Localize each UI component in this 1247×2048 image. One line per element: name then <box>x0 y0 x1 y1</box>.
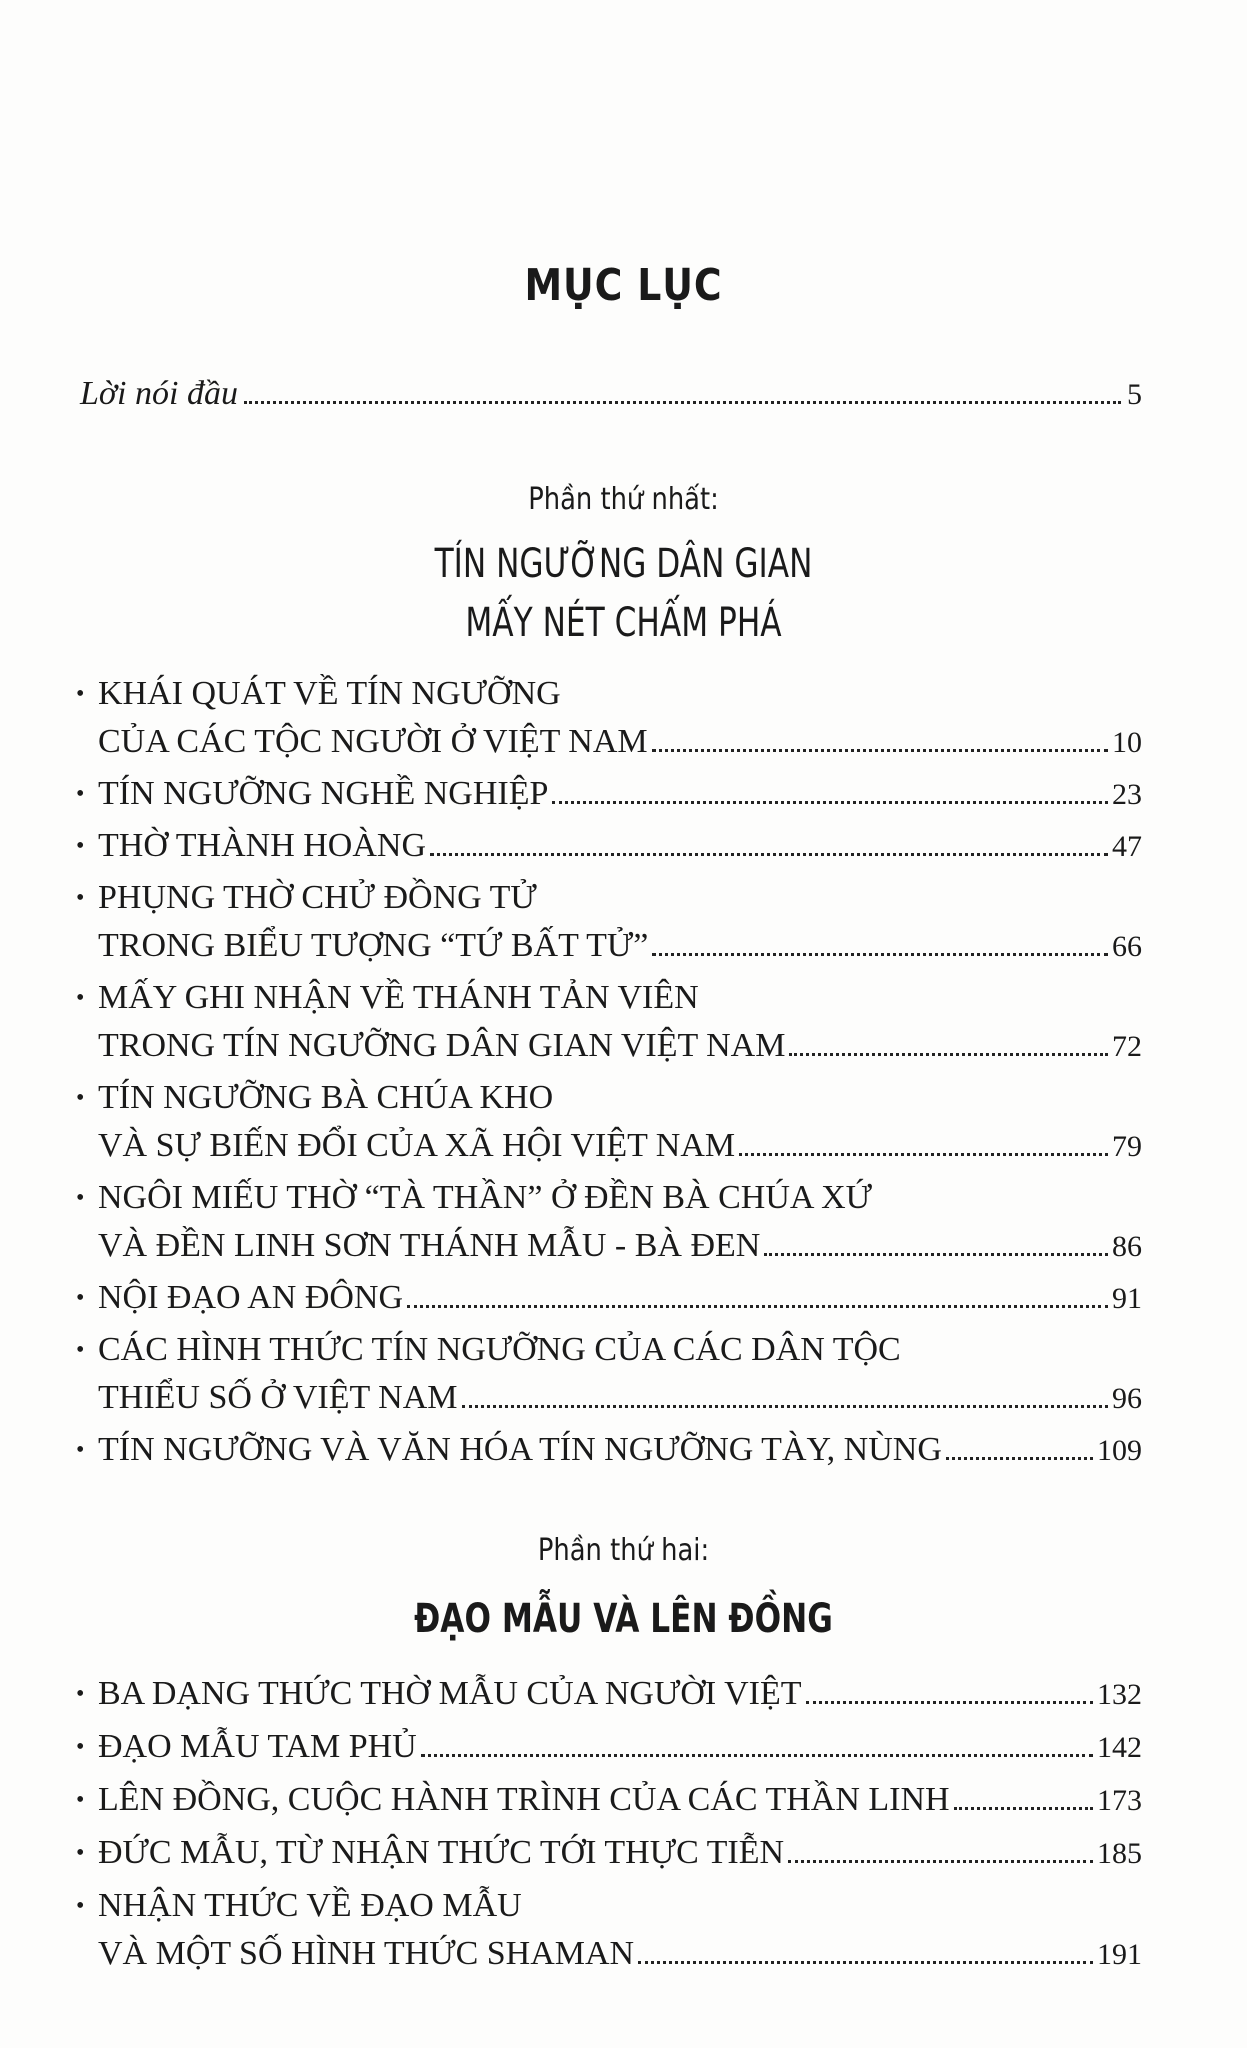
entry-text: CÁC HÌNH THỨC TÍN NGƯỠNG CỦA CÁC DÂN TỘC <box>98 1331 901 1368</box>
toc-entry <box>76 1670 1142 1719</box>
entry-text: TRONG BIỂU TƯỢNG “TỨ BẤT TỬ” <box>98 927 649 964</box>
page-number: 47 <box>1112 830 1142 863</box>
dot-leader <box>652 749 1108 752</box>
dot-leader <box>739 1153 1108 1156</box>
entry-line <box>76 1022 1142 1071</box>
entry-line <box>76 1426 1142 1475</box>
entry-text: BA DẠNG THỨC THỜ MẪU CỦA NGƯỜI VIỆT <box>98 1675 802 1712</box>
bullet-icon: • <box>76 1185 85 1211</box>
page-number: 185 <box>1097 1837 1142 1870</box>
entry-line <box>76 1670 1142 1719</box>
page-number: 86 <box>1112 1230 1142 1263</box>
bullet-icon: • <box>76 1285 85 1311</box>
page-title: MỤC LỤC <box>524 260 723 311</box>
entry-text: NHẬN THỨC VỀ ĐẠO MẪU <box>98 1887 522 1924</box>
entry-text: LÊN ĐỒNG, CUỘC HÀNH TRÌNH CỦA CÁC THẦN LINH <box>98 1781 950 1818</box>
toc-entry <box>76 670 1142 767</box>
toc-entry <box>76 974 1142 1071</box>
toc-entry <box>76 1174 1142 1271</box>
toc-entry <box>76 1274 1142 1323</box>
entry-label: Lời nói đầu <box>80 375 238 412</box>
entry-text: NGÔI MIẾU THỜ “TÀ THẦN” Ở ĐỀN BÀ CHÚA XỨ <box>98 1179 872 1216</box>
entry-text: MẤY GHI NHẬN VỀ THÁNH TẢN VIÊN <box>98 979 699 1016</box>
entry-line <box>76 1723 1142 1772</box>
bullet-icon: • <box>76 681 85 707</box>
part1-title-line2: MẤY NÉT CHẤM PHÁ <box>465 600 782 646</box>
page-number: 66 <box>1112 930 1142 963</box>
entry-text: VÀ MỘT SỐ HÌNH THỨC SHAMAN <box>98 1935 635 1972</box>
dot-leader <box>244 401 1121 404</box>
page-number: 109 <box>1097 1434 1142 1467</box>
bullet-icon: • <box>76 1337 85 1363</box>
toc-entry <box>76 1829 1142 1878</box>
entry-line <box>76 922 1142 971</box>
dot-leader <box>430 853 1108 856</box>
dot-leader <box>652 953 1108 956</box>
entry-text: NỘI ĐẠO AN ĐÔNG <box>98 1279 404 1316</box>
entry-line <box>76 1829 1142 1878</box>
dot-leader <box>789 1053 1108 1056</box>
entry-line <box>76 770 1142 819</box>
entry-line <box>76 1122 1142 1171</box>
part1-title-line1: TÍN NGƯỠNG DÂN GIAN <box>434 541 813 587</box>
page-number: 132 <box>1097 1678 1142 1711</box>
entry-text: ĐẠO MẪU TAM PHỦ <box>98 1728 417 1765</box>
page-number: 23 <box>1112 778 1142 811</box>
bullet-icon: • <box>76 1085 85 1111</box>
page-number: 191 <box>1097 1938 1142 1971</box>
part2-title: ĐẠO MẪU VÀ LÊN ĐỒNG <box>414 1596 833 1642</box>
entry-text: TÍN NGƯỠNG VÀ VĂN HÓA TÍN NGƯỠNG TÀY, NÙNG <box>98 1431 942 1468</box>
entry-text: TÍN NGƯỠNG NGHỀ NGHIỆP <box>98 775 549 812</box>
entry-text: THỜ THÀNH HOÀNG <box>98 827 427 864</box>
bullet-icon: • <box>76 1893 85 1919</box>
dot-leader <box>806 1701 1093 1704</box>
dot-leader <box>407 1305 1108 1308</box>
bullet-icon: • <box>76 1437 85 1463</box>
dot-leader <box>421 1754 1093 1757</box>
page-number: 91 <box>1112 1282 1142 1315</box>
page-number: 5 <box>1127 378 1142 411</box>
dot-leader <box>788 1860 1093 1863</box>
part2-label: Phần thứ hai: <box>537 1533 710 1568</box>
entry-text: THIỂU SỐ Ở VIỆT NAM <box>98 1379 458 1416</box>
toc-entry <box>76 1074 1142 1171</box>
page-number: 96 <box>1112 1382 1142 1415</box>
entry-line <box>76 874 1142 922</box>
page-number: 10 <box>1112 726 1142 759</box>
dot-leader <box>946 1457 1093 1460</box>
dot-leader <box>638 1961 1093 1964</box>
dot-leader <box>462 1405 1108 1408</box>
part1-label: Phần thứ nhất: <box>528 482 719 517</box>
entry-line <box>76 1374 1142 1423</box>
toc-entry <box>76 1882 1142 1979</box>
toc-entry <box>76 1776 1142 1825</box>
entry-line <box>76 670 1142 718</box>
page-number: 79 <box>1112 1130 1142 1163</box>
toc-entry-intro <box>80 375 1142 413</box>
bullet-icon: • <box>76 1840 85 1866</box>
entry-text: VÀ SỰ BIẾN ĐỔI CỦA XÃ HỘI VIỆT NAM <box>98 1127 736 1164</box>
bullet-icon: • <box>76 1787 85 1813</box>
entry-text: TÍN NGƯỠNG BÀ CHÚA KHO <box>98 1079 554 1116</box>
toc-entry <box>76 1326 1142 1423</box>
entry-text: CỦA CÁC TỘC NGƯỜI Ở VIỆT NAM <box>98 723 648 760</box>
entry-text: ĐỨC MẪU, TỪ NHẬN THỨC TỚI THỰC TIỄN <box>98 1834 785 1871</box>
entry-text: PHỤNG THỜ CHỬ ĐỒNG TỬ <box>98 879 537 916</box>
bullet-icon: • <box>76 1681 85 1707</box>
bullet-icon: • <box>76 885 85 911</box>
entry-line <box>76 1174 1142 1222</box>
page-number: 72 <box>1112 1030 1142 1063</box>
page-number: 173 <box>1097 1784 1142 1817</box>
toc-entry <box>76 1723 1142 1772</box>
toc-entry <box>76 1426 1142 1475</box>
toc-entry <box>76 822 1142 871</box>
bullet-icon: • <box>76 985 85 1011</box>
entry-line <box>76 1326 1142 1374</box>
entry-line <box>76 1776 1142 1825</box>
entry-line <box>76 718 1142 767</box>
entry-line <box>76 1274 1142 1323</box>
entry-text: KHÁI QUÁT VỀ TÍN NGƯỠNG <box>98 675 561 712</box>
bullet-icon: • <box>76 781 85 807</box>
dot-leader <box>552 801 1108 804</box>
toc-entry <box>76 874 1142 971</box>
entry-line <box>76 1882 1142 1930</box>
dot-leader <box>954 1807 1093 1810</box>
entry-line <box>76 974 1142 1022</box>
entry-line <box>76 822 1142 871</box>
entry-line <box>76 1930 1142 1979</box>
page-number: 142 <box>1097 1731 1142 1764</box>
entry-line <box>76 1222 1142 1271</box>
bullet-icon: • <box>76 833 85 859</box>
entry-text: VÀ ĐỀN LINH SƠN THÁNH MẪU - BÀ ĐEN <box>98 1227 761 1264</box>
toc-entry <box>76 770 1142 819</box>
dot-leader <box>764 1253 1108 1256</box>
entry-text: TRONG TÍN NGƯỠNG DÂN GIAN VIỆT NAM <box>98 1027 786 1064</box>
bullet-icon: • <box>76 1734 85 1760</box>
entry-line <box>76 1074 1142 1122</box>
